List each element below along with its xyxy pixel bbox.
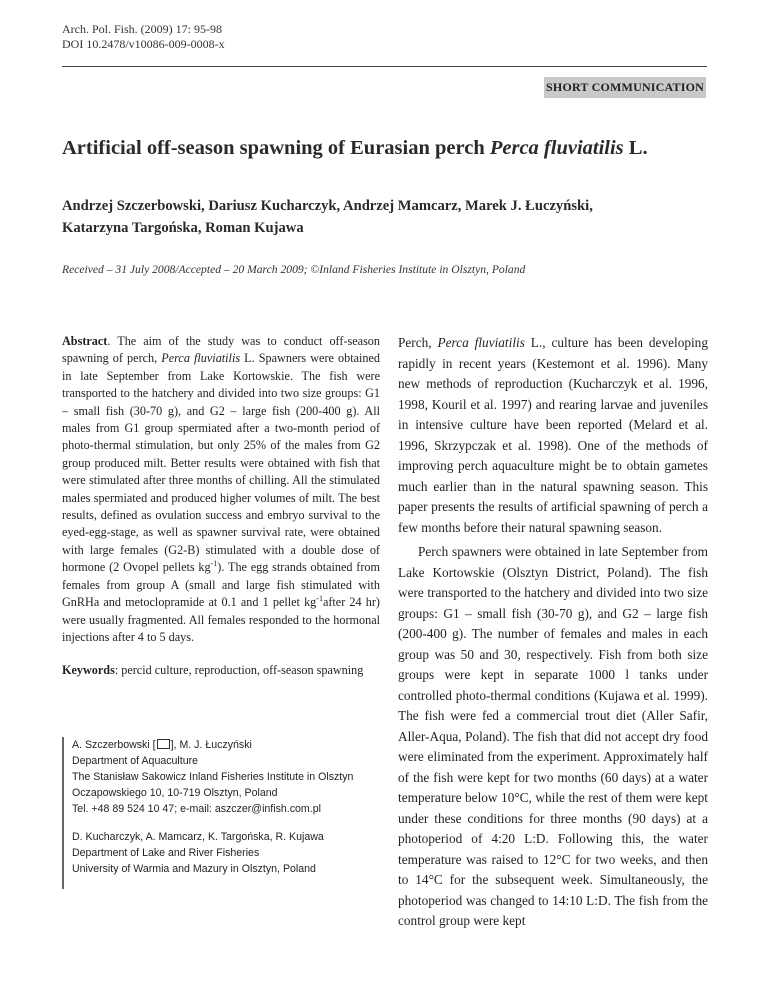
title-suffix: L.	[623, 137, 648, 159]
author-list	[62, 195, 712, 239]
affiliation-2-dept: Department of Lake and River Fisheries	[72, 847, 260, 859]
p1-species: Perca fluviatilis	[437, 335, 525, 350]
affiliation-1-names	[72, 737, 372, 753]
envelope-icon	[157, 739, 170, 749]
affiliation-2	[72, 829, 372, 877]
abstract-sup-2: -1	[316, 594, 323, 604]
right-column	[398, 333, 708, 932]
p1-rest: L., culture has been developing rapidly in recent years (Kestemont et al. 1996). Many new methods of reproduction (Kucharczyk et al. 1996, 1998, Kouril et al. 1997) and rearing larvae and juveniles in intensive culture have been reported (Melard et al. 1996, Skrzypczak et al. 1998). One of the methods of improving perch aquaculture might be to obtain gametes much earlier than in the natural spawning season. This paper presents the results of artificial spawning of perch a few months before their natural spawning season.	[398, 335, 708, 535]
affiliation-1-dept: Department of Aquaculture	[72, 755, 199, 767]
keywords-label: Keywords	[62, 663, 115, 678]
affiliations-box	[62, 737, 372, 889]
doi: DOI 10.2478/v10086-009-0008-x	[62, 37, 225, 51]
abstract-text-3: ). The egg strands obtained from females from group A (small and large fish stimulated with GnRHa and metoclopramide at 0.1 and 1 pellet kg	[62, 560, 380, 610]
article-type-badge: SHORT COMMUNICATION	[544, 77, 706, 98]
body-paragraph-1	[398, 333, 708, 538]
affiliation-1-inst: The Stanisław Sakowicz Inland Fisheries Institute in Olsztyn	[72, 771, 354, 783]
title-species: Perca fluviatilis	[489, 137, 624, 159]
authors-line-1: Andrzej Szczerbowski, Dariusz Kucharczyk, Andrzej Mamcarz, Marek J. Łuczyński,	[62, 198, 593, 214]
abstract-text-2: L. Spawners were obtained in late September from Lake Kortowskie. The fish were transported to the hatchery and divided into two size groups: G1 – small fish (30-70 g), and G2 – large fish (200-400 g). All males from G1 group spermiated after a two-month period of photo-thermal stimulation, but only 25% of the males from G2 group produced milt. Better results were obtained with fish that were stimulated after three months of chilling. All the stimulated males spermiated and produced higher volumes of milt. The best results, defined as ovulation success and embryo survival to the eyed-egg-stage, as well as spawner survival rate, were obtained with large females (G2-B) stimulated with a double dose of hormone (2 Ovopel pellets kg	[62, 351, 380, 575]
p1-start: Perch,	[398, 335, 438, 350]
affiliation-1-street: Oczapowskiego 10, 10-719 Olsztyn, Poland	[72, 787, 278, 799]
left-column	[62, 333, 380, 680]
abstract-sup-1: -1	[210, 559, 218, 569]
title-main: Artificial off-season spawning of Eurasian perch	[62, 137, 490, 159]
journal-header	[62, 22, 225, 52]
affiliation-2-names: D. Kucharczyk, A. Mamcarz, K. Targońska, R. Kujawa	[72, 831, 324, 843]
abstract-species: Perca fluviatilis	[161, 351, 241, 366]
keywords	[62, 662, 380, 679]
header-rule	[62, 66, 707, 67]
co-author: ], M. J. Łuczyński	[170, 739, 252, 751]
abstract	[62, 333, 380, 646]
abstract-text-1: . The aim of the study was to conduct off-season spawning of perch,	[62, 334, 380, 366]
affiliation-1	[72, 737, 372, 817]
received-line: Received – 31 July 2008/Accepted – 20 March 2009; ©Inland Fisheries Institute in Olsztyn, Poland	[62, 263, 526, 276]
journal-citation: Arch. Pol. Fish. (2009) 17: 95-98	[62, 22, 222, 36]
abstract-text-4: after 24 hr) were usually fragmented. All females responded to the hormonal injections after 4 to 5 days.	[62, 595, 380, 644]
body-paragraph-2: Perch spawners were obtained in late September from Lake Kortowskie (Olsztyn District, Poland). The fish were transported to the hatchery and divided into two size groups: G1 – small fish (30-70 g), and G2 – large fish (200-400 g). The number of females and males in each group was 50 and 30, respectively. Fish from both size groups were kept in separate 1000 l tanks under controlled photo-thermal conditions (Kujawa et al. 1999). The fish were fed a commercial trout diet (Aller Safir, Aller-Aqua, Poland). The fish that did not accept dry food were eliminated from the experiment. Approximately half of the fish were kept for two months (60 days) at a water temperature below 10°C, while the rest of them were kept under these conditions for three months (90 days) at a photoperiod of 4:20 L:D. Following this, the water temperature was raised to 12°C for two weeks, and then to 14°C for the subsequent week. Simultaneously, the photoperiod was changed to 14:10 L:D. The fish from the control group were kept	[398, 544, 708, 928]
authors-line-2: Katarzyna Targońska, Roman Kujawa	[62, 220, 304, 236]
affiliation-2-inst: University of Warmia and Mazury in Olsztyn, Poland	[72, 863, 316, 875]
article-title	[62, 137, 722, 160]
keywords-text: : percid culture, reproduction, off-season spawning	[114, 663, 364, 678]
corresponding-author: A. Szczerbowski [	[72, 739, 156, 751]
affiliation-1-contact: Tel. +48 89 524 10 47; e-mail: aszczer@infish.com.pl	[72, 803, 321, 815]
abstract-label: Abstract	[62, 334, 108, 348]
